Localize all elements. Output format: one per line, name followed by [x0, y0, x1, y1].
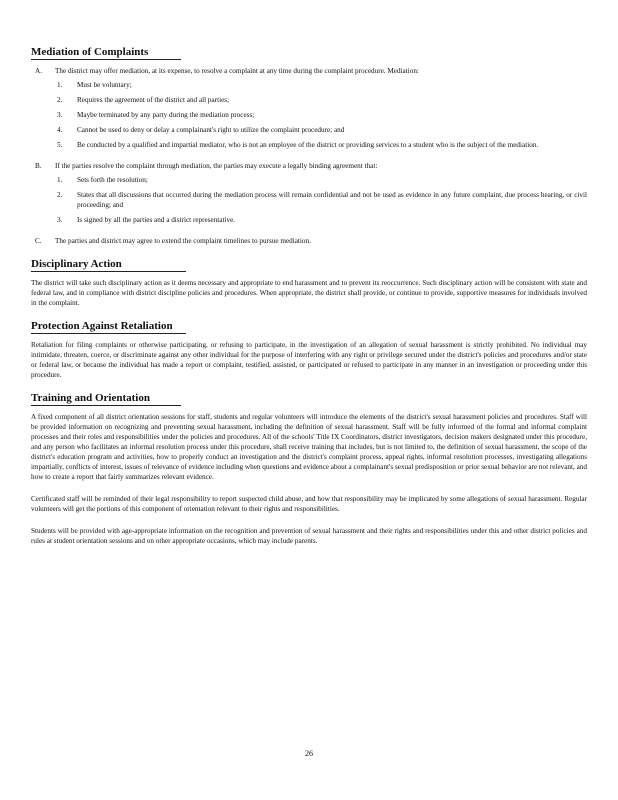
heading-disciplinary-action: Disciplinary Action — [31, 258, 186, 272]
item-text: Is signed by all the parties and a district representative. — [77, 216, 236, 224]
list-item — [55, 95, 587, 105]
training-paragraph-1: A fixed component of all district orientation sessions for staff, students and regular volunteers will introduce the elements of the district's sexual harassment policies and procedures. Staff will be provided information on recognizing and preventing sexual harassment, including the definition of sexual harassment. Staff will be fully informed of the formal and informal complaint processes and their roles and responsibilities under the policies and procedures. All of the schools' Title IX Coordinators, district investigators, decision makers designated under this procedure, and any person who facilitates an informal resolution process under this procedure, shall receive training that includes, but is not limited to, the definition of sexual harassment, the scope of the district's education program and activities, how to properly conduct an investigation and the district's complaint process, appeal rights, informal resolution processes, investigating allegations impartially, conflicts of interest, issues of relevance of evidence including when questions and evidence about a complainant's sexual predisposition or prior sexual behavior are not relevant, and how to create a report that fairly summarizes relevant evidence. — [31, 413, 587, 481]
item-number: 3. — [57, 111, 63, 119]
item-text: States that all discussions that occurred during the mediation process will remain confidential and not be used as evidence in any future complaint, due process hearing, or civil proceeding; and — [77, 191, 587, 209]
heading-training-orientation: Training and Orientation — [31, 392, 181, 406]
item-marker: C. — [35, 237, 42, 245]
mediation-item-c — [31, 236, 587, 246]
item-marker: A. — [35, 67, 42, 75]
item-text: Must be voluntary; — [77, 81, 132, 89]
item-number: 2. — [57, 191, 63, 199]
item-text: Maybe terminated by any party during the mediation process; — [77, 111, 255, 119]
item-number: 2. — [57, 96, 63, 104]
mediation-item-b — [31, 161, 587, 230]
list-item — [55, 175, 587, 185]
item-text: The parties and district may agree to extend the complaint timelines to pursue mediation. — [55, 237, 311, 245]
item-text: If the parties resolve the complaint through mediation, the parties may execute a legally binding agreement that: — [55, 162, 378, 170]
training-paragraph-3: Students will be provided with age-appropriate information on the recognition and prevention of sexual harassment and their rights and responsibilities under this and other district policies and rules at student orientation sessions and on other appropriate occasions, which may include parents. — [31, 527, 587, 545]
disciplinary-paragraph: The district will take such disciplinary action as it deems necessary and appropriate to end harassment and to prevent its reoccurrence. Such disciplinary action will be consistent with state and federal law, and in compliance with district discipline policies and procedures. When appropriate, the district shall provide, or continue to provide, supportive measures for individuals involved in the complaint. — [31, 279, 587, 307]
item-text: Requires the agreement of the district and all parties; — [77, 96, 230, 104]
list-item — [55, 190, 587, 210]
heading-mediation: Mediation of Complaints — [31, 46, 181, 60]
item-marker: B. — [35, 162, 42, 170]
mediation-b-sublist — [55, 175, 587, 225]
item-number: 1. — [57, 81, 63, 89]
item-text: Sets forth the resolution; — [77, 176, 148, 184]
item-text: The district may offer mediation, at its expense, to resolve a complaint at any time during the complaint procedure. Mediation: — [55, 67, 419, 75]
list-item — [55, 215, 587, 225]
item-number: 1. — [57, 176, 63, 184]
mediation-item-a — [31, 66, 587, 155]
heading-protection-against-retaliation: Protection Against Retaliation — [31, 320, 186, 334]
mediation-list — [31, 66, 587, 246]
item-text: Cannot be used to deny or delay a complainant's right to utilize the complaint procedure; and — [77, 126, 345, 134]
list-item — [55, 140, 587, 150]
list-item — [55, 80, 587, 90]
training-paragraph-2: Certificated staff will be reminded of their legal responsibility to report suspected child abuse, and how that responsibility may be implicated by some allegations of sexual harassment. Regular volunteers will get the portions of this component of orientation relevant to their rights and responsibilities. — [31, 495, 587, 513]
item-number: 5. — [57, 141, 63, 149]
item-number: 3. — [57, 216, 63, 224]
page-number: 26 — [305, 749, 313, 758]
list-item — [55, 110, 587, 120]
item-text: Be conducted by a qualified and impartial mediator, who is not an employee of the district or providing services to a student who is the subject of the mediation. — [77, 141, 539, 149]
list-item — [55, 125, 587, 135]
mediation-a-sublist — [55, 80, 587, 150]
retaliation-paragraph: Retaliation for filing complaints or otherwise participating, or refusing to participate, in the investigation of an allegation of sexual harassment is strictly prohibited. No individual may intimidate, threaten, coerce, or discriminate against any other individual for the purpose of interfering with any right or privilege secured under the district's policies and procedures and/or state or federal law, or because the individual has made a report or complaint, testified, assisted, or participated or refused to participate in any manner in an investigation or proceeding under this procedure. — [31, 341, 587, 379]
document-page — [31, 46, 587, 546]
item-number: 4. — [57, 126, 63, 134]
